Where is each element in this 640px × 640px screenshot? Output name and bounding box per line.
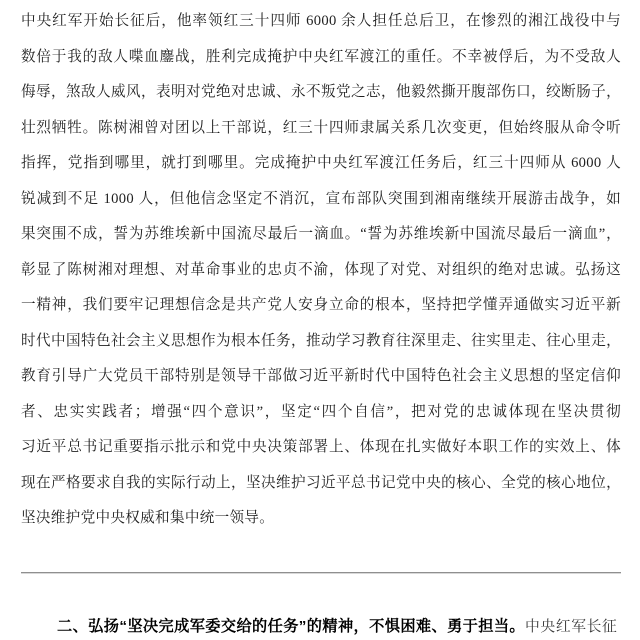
text-line: 一精神，我们要牢记理想信念是共产党人安身立命的根本，坚持把学懂弄通做实习近平新 [21,297,621,313]
page1-body [21,4,621,537]
text-line: 教育引导广大党员干部特别是领导干部做习近平新时代中国特色社会主义思想的坚定信仰 [21,368,621,384]
section-heading [21,615,621,639]
text-line: 习近平总书记重要指示批示和党中央决策部署上、体现在扎实做好本职工作的实效上、体 [21,439,621,455]
text-line: 现在严格要求自我的实际行动上，坚决维护习近平总书记党中央的核心、全党的核心地位， [21,474,621,491]
section-heading-tail: 中央红军长征 [525,618,618,635]
text-line: 侮辱，煞敌人威风，表明对党绝对忠诚、永不叛党之志，他毅然撕开腹部伤口，绞断肠子， [21,84,621,100]
text-line: 中央红军开始长征后，他率领红三十四师 6000 余人担任总后卫，在惨烈的湘江战役中与 [21,13,621,29]
text-line: 彰显了陈树湘对理想、对革命事业的忠贞不渝，体现了对党、对组织的绝对忠诚。弘扬这 [21,261,621,278]
text-line: 壮烈牺牲。陈树湘曾对团以上干部说，红三十四师隶属关系几次变更，但始终服从命令听 [21,119,621,136]
section-heading-bold: 二、弘扬“坚决完成军委交给的任务”的精神，不惧困难、勇于担当。 [57,617,526,635]
text-line: 时代中国特色社会主义思想作为根本任务，推动学习教育往深里走、往实里走、往心里走， [21,332,621,349]
text-line: 坚决维护党中央权威和集中统一领导。 [21,510,275,526]
text-line: 者、忠实实践者；增强“四个意识”，坚定“四个自信”，把对党的忠诚体现在坚决贯彻 [21,403,621,420]
text-line: 果突围不成，誓为苏维埃新中国流尽最后一滴血。“誓为苏维埃新中国流尽最后一滴血”， [21,226,621,242]
text-line: 指挥，党指到哪里，就打到哪里。完成掩护中央红军渡江任务后，红三十四师从 6000 人 [21,155,621,171]
text-line: 数倍于我的敌人喋血鏖战，胜利完成掩护中央红军渡江的重任。不幸被俘后，为不受敌人 [21,48,621,65]
text-line: 锐减到不足 1000 人，但他信念坚定不消沉，宣布部队突围到湘南继续开展游击战争，如 [21,190,621,207]
page-break-divider [21,572,621,574]
